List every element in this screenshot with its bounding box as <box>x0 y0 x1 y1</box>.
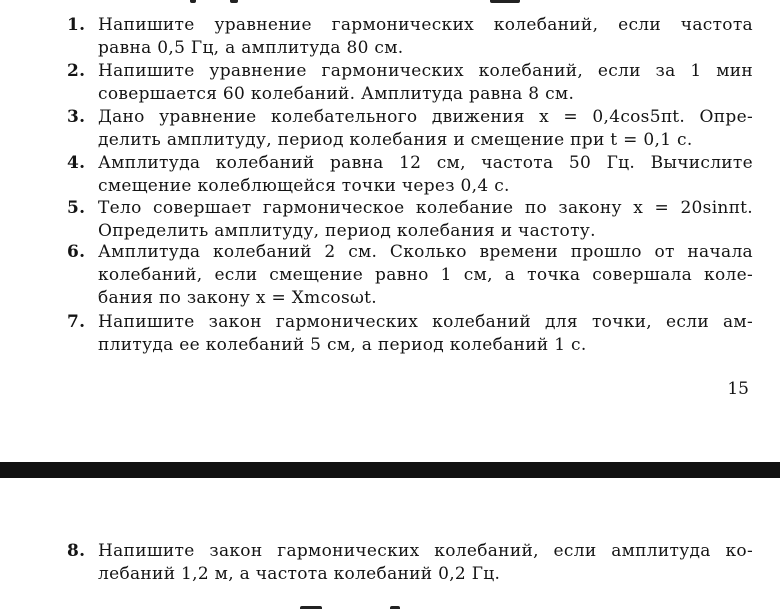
problem-4 <box>67 152 753 198</box>
problem-7 <box>67 311 753 357</box>
problem-number: 3. <box>67 107 86 127</box>
problem-line: Напишите закон гармонических колебаний для точки, если ам- <box>98 312 753 332</box>
problem-line: Тело совершает гармоническое колебание по закону x = 20sinπt. <box>98 198 753 218</box>
problem-line: бания по закону x = Xmcosωt. <box>98 288 377 308</box>
problem-line: совершается 60 колебаний. Амплитуда равна 8 см. <box>98 84 575 104</box>
problem-number: 4. <box>67 153 86 173</box>
problem-number: 7. <box>67 312 86 332</box>
problem-number: 1. <box>67 15 86 35</box>
problem-line: Дано уравнение колебательного движения x = 0,4cos5πt. Опре- <box>98 107 753 127</box>
page-number: 15 <box>727 379 749 399</box>
problem-number: 8. <box>67 541 86 561</box>
problem-number: 6. <box>67 242 86 262</box>
problem-line: лебаний 1,2 м, а частота колебаний 0,2 Гц. <box>98 564 501 584</box>
problem-line: Напишите уравнение гармонических колебаний, если частота <box>98 15 753 35</box>
problem-line: Амплитуда колебаний равна 12 см, частота 50 Гц. Вычислите <box>98 153 753 173</box>
problem-line: равна 0,5 Гц, а амплитуда 80 см. <box>98 38 404 58</box>
page-bottom <box>0 478 780 609</box>
problem-line: смещение колеблющейся точки через 0,4 с. <box>98 176 510 196</box>
problem-line: делить амплитуду, период колебания и смещение при t = 0,1 с. <box>98 130 693 150</box>
page-separator <box>0 462 780 478</box>
problem-8 <box>67 540 753 586</box>
problem-line: Определить амплитуду, период колебания и частоту. <box>98 221 596 241</box>
problem-5 <box>67 197 753 243</box>
problem-2 <box>67 60 753 106</box>
problem-line: Напишите уравнение гармонических колебаний, если за 1 мин <box>98 61 753 81</box>
problem-6 <box>67 241 753 310</box>
problem-line: плитуда ее колебаний 5 см, а период колебаний 1 с. <box>98 335 587 355</box>
problem-line: Напишите закон гармонических колебаний, если амплитуда ко- <box>98 541 753 561</box>
cut-off-header-text <box>190 0 530 3</box>
problem-number: 2. <box>67 61 86 81</box>
problem-line: колебаний, если смещение равно 1 см, а точка совершала коле- <box>98 265 753 285</box>
problem-line: Амплитуда колебаний 2 см. Сколько времени прошло от начала <box>98 242 753 262</box>
problem-1 <box>67 14 753 60</box>
problem-3 <box>67 106 753 152</box>
problem-number: 5. <box>67 198 86 218</box>
